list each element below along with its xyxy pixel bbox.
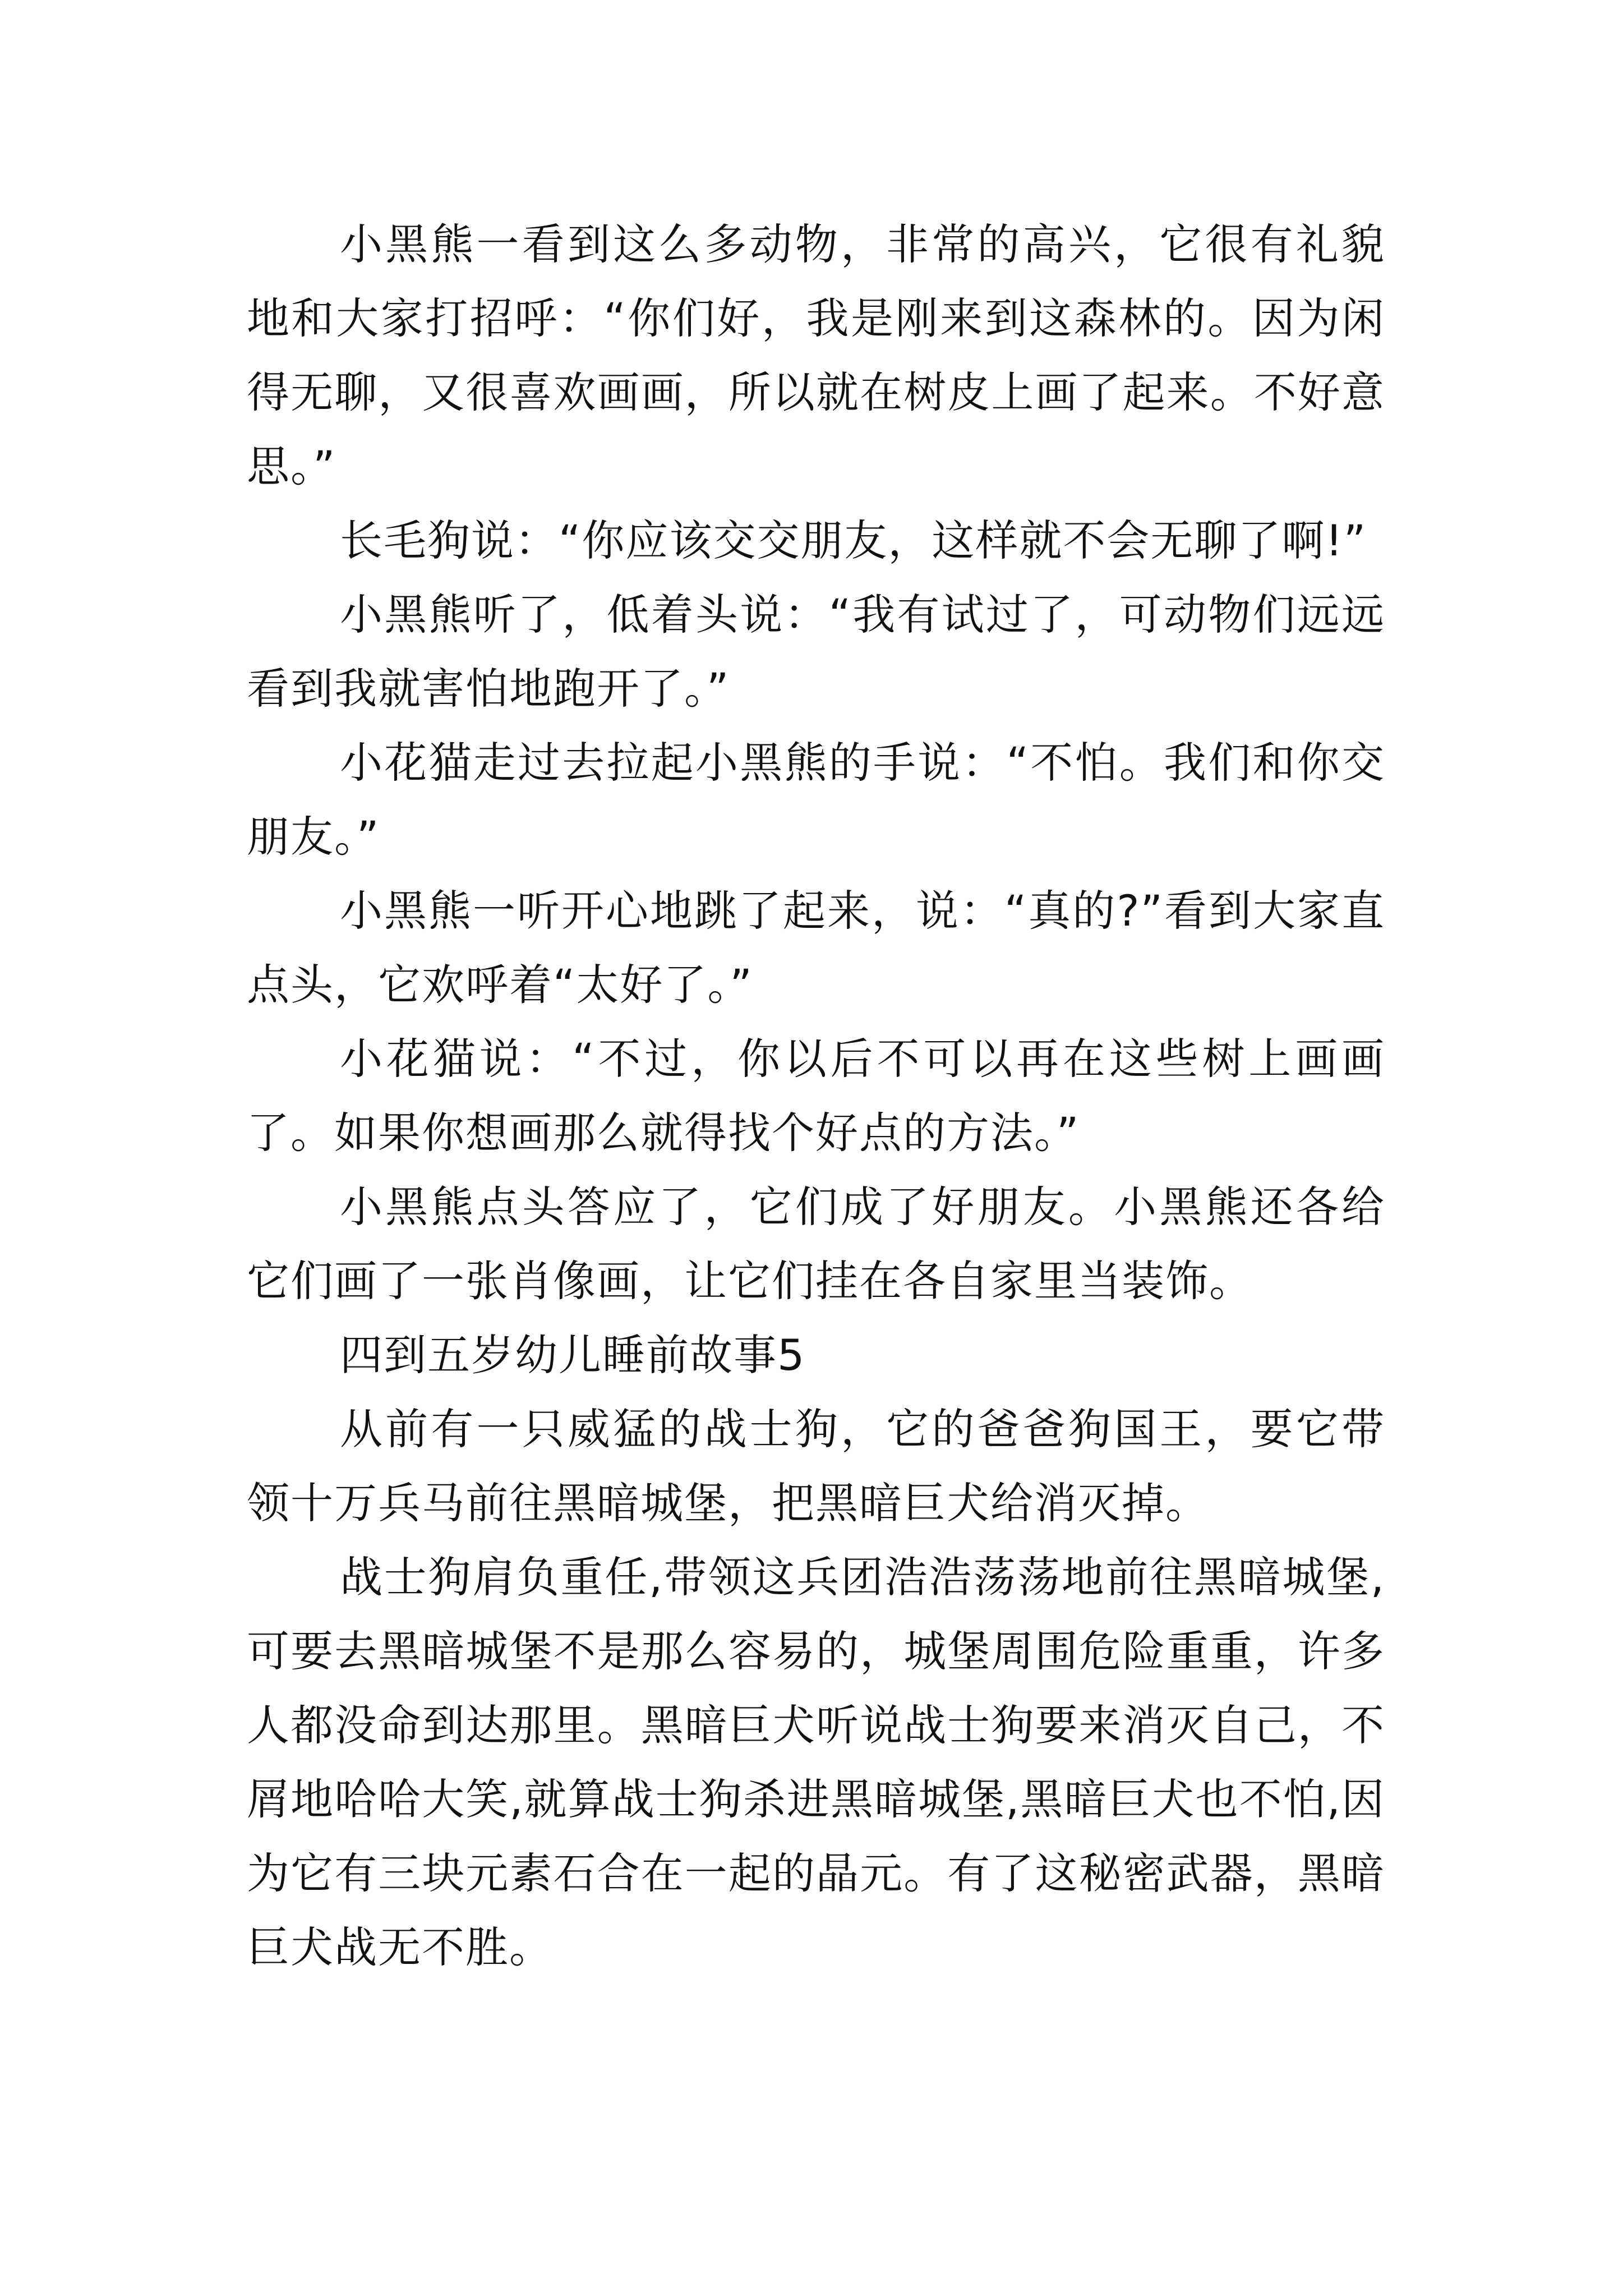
paragraph-dark-castle: 战士狗肩负重任,带领这兵团浩浩荡荡地前往黑暗城堡,可要去黑暗城堡不是那么容易的，城堡周围危险重重，许多人都没命到达那里。黑暗巨犬听说战士狗要来消灭自己，不屑地哈哈大笑,就算战士狗杀进黑暗城堡,黑暗巨犬也不怕,因为它有三块元素石合在一起的晶元。有了这秘密武器，黑暗巨犬战无不胜。: [247, 1552, 1385, 1972]
paragraph-bear-greeting: 小黑熊一看到这么多动物，非常的高兴，它很有礼貌地和大家打招呼：“你们好，我是刚来到这森林的。因为闲得无聊，又很喜欢画画，所以就在树皮上画了起来。不好意思。”: [247, 219, 1385, 491]
paragraph-bear-reply: 小黑熊听了，低着头说：“我有试过了，可动物们远远看到我就害怕地跑开了。”: [247, 590, 1385, 714]
document-page: [247, 208, 1385, 1985]
paragraph-cat-condition: 小花猫说：“不过，你以后不可以再在这些树上画画了。如果你想画那么就得找个好点的方法。”: [247, 1034, 1385, 1158]
paragraph-bear-happy: 小黑熊一听开心地跳了起来，说：“真的?”看到大家直点头，它欢呼着“太好了。”: [247, 886, 1385, 1010]
paragraph-cat-friendship: 小花猫走过去拉起小黑熊的手说：“不怕。我们和你交朋友。”: [247, 738, 1385, 862]
paragraph-bear-portraits: 小黑熊点头答应了，它们成了好朋友。小黑熊还各给它们画了一张肖像画，让它们挂在各自家里当装饰。: [247, 1182, 1385, 1306]
story-heading: 四到五岁幼儿睡前故事5: [340, 1330, 806, 1380]
paragraph-dog-advice: 长毛狗说：“你应该交交朋友，这样就不会无聊了啊!”: [340, 516, 1367, 565]
paragraph-warrior-dog: 从前有一只威猛的战士狗，它的爸爸狗国王，要它带领十万兵马前往黑暗城堡，把黑暗巨犬给消灭掉。: [247, 1404, 1385, 1528]
